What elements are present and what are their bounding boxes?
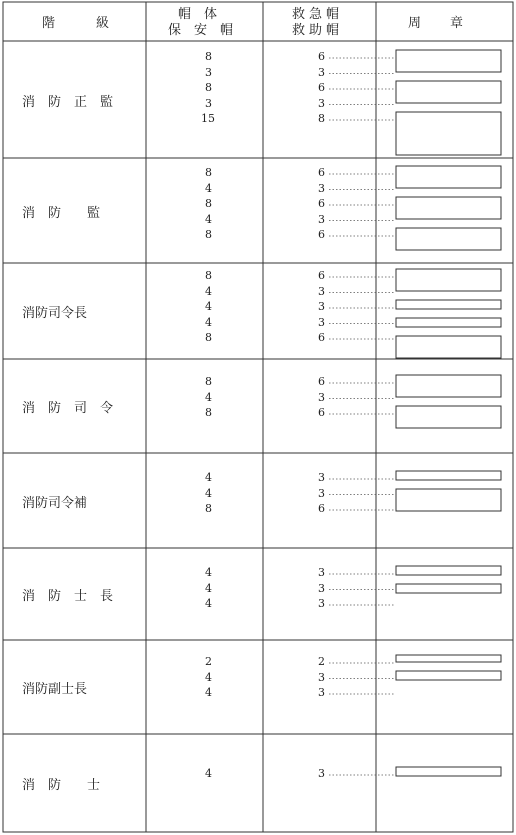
body-value: 3: [205, 96, 212, 110]
body-value: 4: [205, 181, 212, 195]
body-value: 8: [205, 166, 212, 179]
rank-label: 消 防 監: [22, 205, 101, 221]
rescue-value: 3: [318, 686, 325, 699]
rank-label: 消 防 士: [22, 778, 101, 793]
band-rect: [396, 228, 501, 250]
body-value: 8: [205, 197, 212, 210]
rescue-value: 6: [318, 228, 325, 241]
rescue-value: 6: [318, 81, 325, 94]
rescue-value: 3: [318, 181, 325, 195]
band-rect: [396, 471, 501, 480]
body-value: 8: [205, 228, 212, 241]
body-value: 3: [205, 65, 212, 79]
body-value: 15: [201, 112, 215, 125]
rescue-value: 2: [318, 655, 325, 668]
rank-label: 消 防 士 長: [22, 589, 114, 604]
band-rect: [396, 406, 501, 428]
band-rect: [396, 566, 501, 575]
body-value: 4: [205, 597, 212, 610]
rescue-value: 3: [318, 471, 325, 484]
header-body-top: 帽 体: [178, 7, 218, 22]
band-rect: [396, 50, 501, 72]
rescue-value: 3: [318, 670, 325, 684]
rescue-value: 3: [318, 300, 325, 313]
body-value: 2: [205, 655, 212, 668]
body-value: 8: [205, 502, 212, 515]
rescue-value: 6: [318, 269, 325, 282]
body-value: 4: [205, 284, 212, 298]
band-rect: [396, 671, 501, 680]
rescue-value: 8: [318, 112, 325, 125]
band-rect: [396, 489, 501, 511]
header-rescue-top: 救急帽: [292, 7, 344, 22]
rescue-value: 3: [318, 767, 325, 780]
rank-label: 消防司令補: [22, 495, 88, 511]
body-value: 4: [205, 486, 212, 500]
band-rect: [396, 655, 501, 662]
body-value: 4: [205, 212, 212, 226]
header-rank: 階 級: [42, 16, 124, 31]
body-value: 4: [205, 471, 212, 484]
band-rect: [396, 767, 501, 776]
rescue-value: 3: [318, 486, 325, 500]
body-value: 4: [205, 670, 212, 684]
rescue-value: 6: [318, 50, 325, 63]
band-rect: [396, 197, 501, 219]
rank-label: 消防司令長: [22, 306, 88, 321]
rank-label: 消防副士長: [22, 682, 88, 697]
rank-label: 消 防 正 監: [22, 94, 114, 110]
body-value: 8: [205, 375, 212, 388]
band-rect: [396, 166, 501, 188]
rescue-value: 3: [318, 581, 325, 595]
band-rect: [396, 81, 501, 103]
body-value: 4: [205, 581, 212, 595]
body-value: 8: [205, 81, 212, 94]
body-value: 8: [205, 331, 212, 344]
rescue-value: 6: [318, 502, 325, 515]
rescue-value: 6: [318, 197, 325, 210]
rescue-value: 3: [318, 65, 325, 79]
header-rescue-bottom: 救助帽: [292, 23, 344, 38]
body-value: 8: [205, 406, 212, 419]
body-value: 4: [205, 686, 212, 699]
rescue-value: 3: [318, 390, 325, 404]
band-rect: [396, 336, 501, 358]
rescue-value: 6: [318, 331, 325, 344]
leader-lines: [329, 58, 394, 775]
band-rectangles: [396, 50, 501, 776]
body-value: 8: [205, 50, 212, 63]
rescue-value: 3: [318, 315, 325, 329]
body-value: 4: [205, 390, 212, 404]
header-band: 周 章: [408, 16, 472, 31]
band-rect: [396, 584, 501, 593]
rescue-value: 3: [318, 284, 325, 298]
body-value: 4: [205, 767, 212, 780]
table-grid: [3, 2, 513, 832]
band-rect: [396, 269, 501, 291]
rescue-value: 3: [318, 96, 325, 110]
body-value: 4: [205, 315, 212, 329]
rescue-value: 3: [318, 566, 325, 579]
rescue-value: 6: [318, 166, 325, 179]
body-value: 8: [205, 269, 212, 282]
rescue-value: 6: [318, 406, 325, 419]
band-rect: [396, 318, 501, 327]
header-body-bottom: 保 安 帽: [168, 23, 234, 38]
band-rect: [396, 375, 501, 397]
body-value: 4: [205, 566, 212, 579]
body-value: 4: [205, 300, 212, 313]
rank-label: 消 防 司 令: [22, 401, 114, 416]
band-rect: [396, 300, 501, 309]
rescue-value: 6: [318, 375, 325, 388]
rescue-value: 3: [318, 212, 325, 226]
band-rect: [396, 112, 501, 155]
rescue-value: 3: [318, 597, 325, 610]
